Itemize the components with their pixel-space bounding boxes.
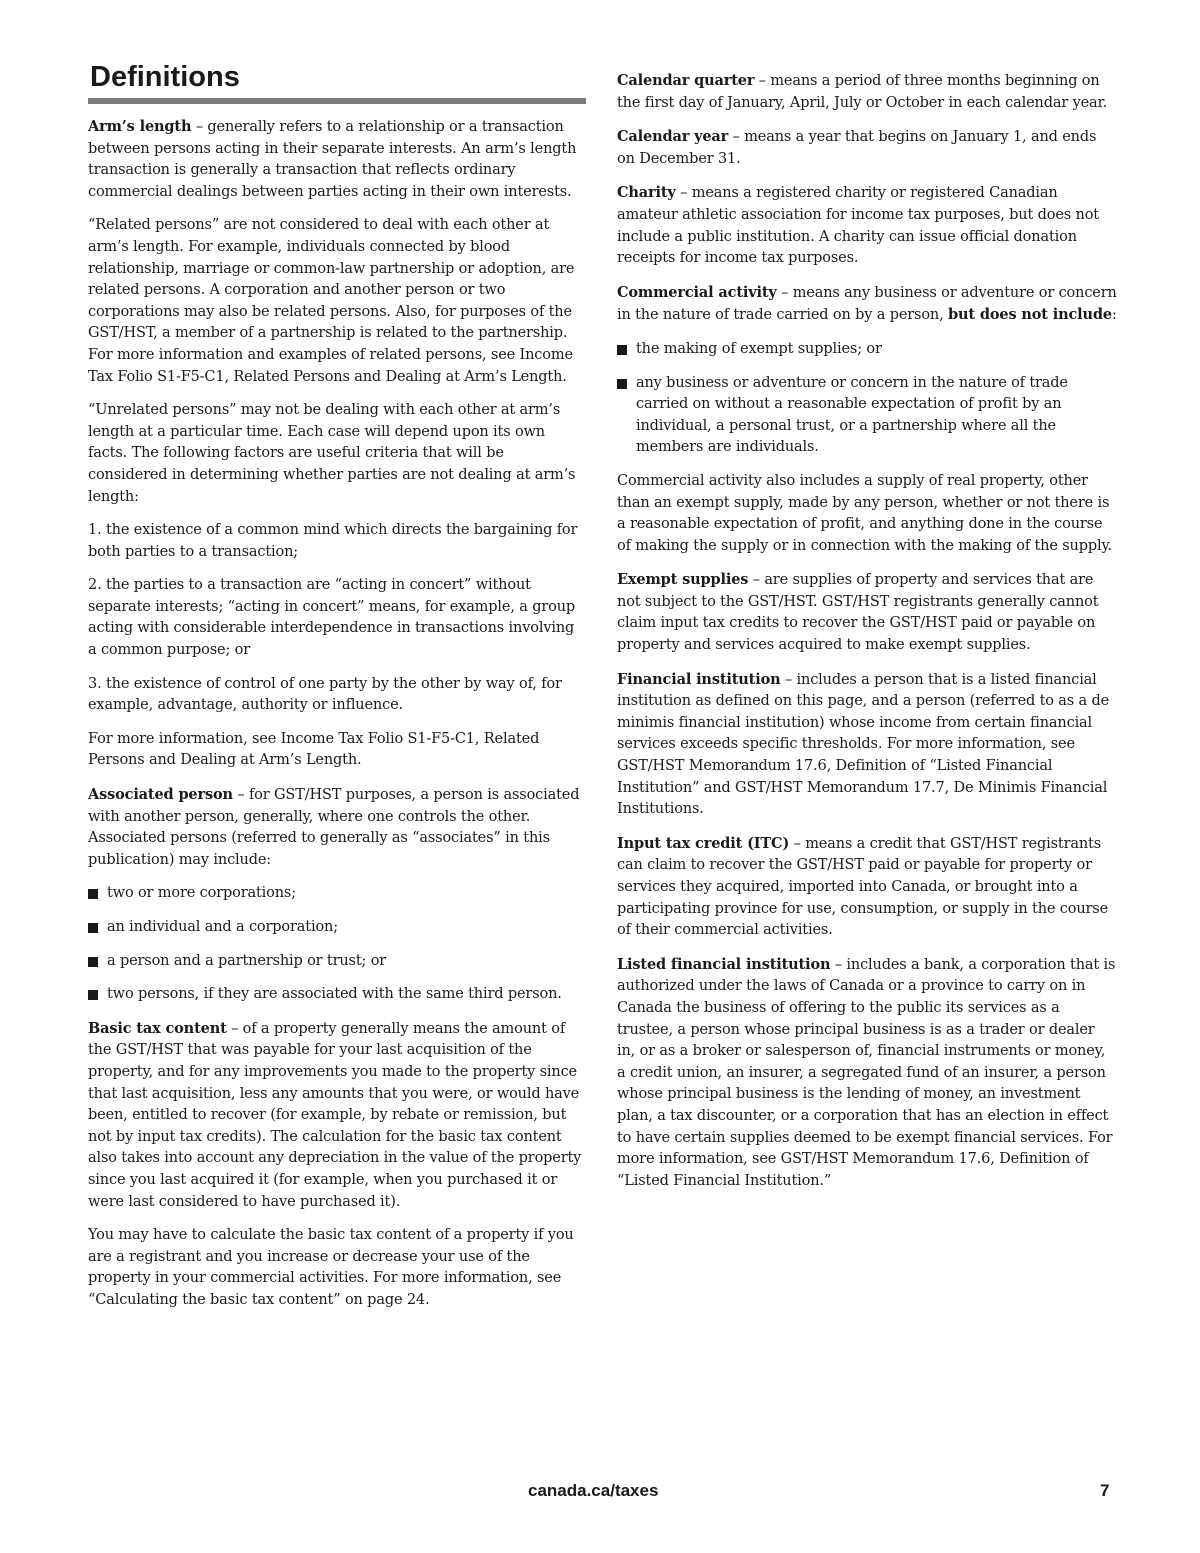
definition-financial-institution xyxy=(617,669,1117,821)
term-basic-tax-content: Basic tax content xyxy=(88,1019,227,1037)
title-rule xyxy=(88,98,586,104)
right-column xyxy=(617,70,1117,1204)
definition-calendar-year xyxy=(617,126,1117,170)
related-persons-paragraph: “Related persons” are not considered to deal with each other at arm’s length. For example, individuals connected by blood relationship, marriage or common-law partnership or adoption, are related persons. A corporation and another person or two corporations may also be related persons. Also, for purposes of the GST/HST, a member of a partnership is related to the partnership. For more information and examples of related persons, see Income Tax Folio S1-F5-C1, Related Persons and Dealing at Arm’s Length. xyxy=(88,217,575,385)
definition-text: – means a period of three months beginning on the first day of January, April, July or October in each calendar year. xyxy=(617,73,1108,111)
definition-text: – means a credit that GST/HST registrants can claim to recover the GST/HST paid or payable for property or services they acquired, imported into Canada, or brought into a participating province for use, consumption, or supply in the course of their commercial activities. xyxy=(617,835,1109,939)
definition-text: – includes a bank, a corporation that is authorized under the laws of Canada or a province to carry on in Canada the business of offering to the public its services as a trustee, a person whose principal business is as a trader or dealer in, or as a broker or salesperson of, financial instruments or money, a credit union, an insurer, a segregated fund of an insurer, a person whose principal business is the lending of money, an investment plan, a tax discounter, or a corporation that has an election in effect to have certain supplies deemed to be exempt financial services. For more information, see GST/HST Memorandum 17.6, Definition of “Listed Financial Institution.” xyxy=(617,956,1116,1189)
definition-associated-person xyxy=(88,784,586,871)
definition-text: – means a year that begins on January 1, and ends on December 31. xyxy=(617,129,1097,167)
term-commercial-activity: Commercial activity xyxy=(617,283,777,301)
left-column xyxy=(88,60,586,1324)
definition-text: – means any business or adventure or concern in the nature of trade carried on by a person, xyxy=(617,284,1117,324)
definition-charity xyxy=(617,182,1117,269)
commercial-activity-note: Commercial activity also includes a supply of real property, other than an exempt supply, made by any person, whether or not there is a reasonable expectation of profit, and anything done in the course of making the supply or in connection with the making of the supply. xyxy=(617,472,1113,554)
definition-listed-financial-institution xyxy=(617,954,1117,1193)
associated-persons-list xyxy=(88,883,586,1005)
list-item: two or more corporations; xyxy=(88,883,586,905)
definition-text: – of a property generally means the amount of the GST/HST that was payable for your last acquisition of the property, and for any improvements you made to the property since that last acquisition, less any amounts that you were, or would have been, entitled to recover (for example, by rebate or remission, but not by input tax credits). The calculation for the basic tax content also takes into account any depreciation in the value of the property since you last acquired it (for example, when you purchased it or were last considered to have purchased it). xyxy=(88,1020,582,1210)
definition-calendar-quarter xyxy=(617,70,1117,114)
term-input-tax-credit: Input tax credit (ITC) xyxy=(617,834,790,852)
footer-url[interactable]: canada.ca/taxes xyxy=(528,1481,659,1500)
term-exempt-supplies: Exempt supplies xyxy=(617,571,749,589)
definition-text: – means a registered charity or registered Canadian amateur athletic association for income tax purposes, but does not include a public institution. A charity can issue official donation receipts for income tax purposes. xyxy=(617,185,1099,267)
factor-2: 2. the parties to a transaction are “acting in concert” without separate interests; “acting in concert” means, for example, a group acting with considerable interdependence in transactions involving a common purpose; or xyxy=(88,577,576,659)
definition-basic-tax-content xyxy=(88,1018,586,1213)
definition-text: – includes a person that is a listed financial institution as defined on this page, and a person (referred to as a de minimis financial institution) whose income from certain financial services exceeds specific thresholds. For more information, see GST/HST Memorandum 17.6, Definition of “Listed Financial Institution” and GST/HST Memorandum 17.7, De Minimis Financial Institutions. xyxy=(617,671,1110,818)
definition-exempt-supplies xyxy=(617,569,1117,656)
square-bullet-icon xyxy=(88,923,98,933)
definition-input-tax-credit xyxy=(617,833,1117,942)
term-charity: Charity xyxy=(617,184,676,202)
factor-1: 1. the existence of a common mind which directs the bargaining for both parties to a transaction; xyxy=(88,522,578,560)
list-item: two persons, if they are associated with the same third person. xyxy=(88,984,586,1006)
emphasis-text: but does not include xyxy=(948,306,1112,324)
unrelated-persons-paragraph: “Unrelated persons” may not be dealing with each other at arm’s length at a particular time. Each case will depend upon its own facts. The following factors are useful criteria that will be considered in determining whether parties are not dealing at arm’s length: xyxy=(88,402,576,505)
definition-commercial-activity: Commercial activity – means any business or adventure or concern in the nature of trade carried on by a person, but does not include: xyxy=(617,283,1117,324)
more-info-arms-length: For more information, see Income Tax Folio S1-F5-C1, Related Persons and Dealing at Arm’s Length. xyxy=(88,730,540,769)
term-associated-person: Associated person xyxy=(88,786,233,804)
square-bullet-icon xyxy=(88,957,98,967)
term-financial-institution: Financial institution xyxy=(617,670,781,688)
basic-tax-content-note: You may have to calculate the basic tax content of a property if you are a registrant and you increase or decrease your use of the property in your commercial activities. For more information, see “Calculating the basic tax content” on page 24. xyxy=(88,1227,574,1308)
term-arms-length: Arm’s length xyxy=(88,118,192,135)
commercial-activity-exclusions-list xyxy=(617,339,1117,459)
term-calendar-quarter: Calendar quarter xyxy=(617,72,755,89)
definition-text: – generally refers to a relationship or a transaction between persons acting in their separate interests. An arm’s length transaction is generally a transaction that reflects ordinary commercial dealings between parties acting in their own interests. xyxy=(88,119,577,200)
list-item: a person and a partnership or trust; or xyxy=(88,951,586,973)
definition-text: – are supplies of property and services that are not subject to the GST/HST. GST/HST registrants generally cannot claim input tax credits to recover the GST/HST paid or payable on property and services acquired to make exempt supplies. xyxy=(617,572,1099,654)
page-number: 7 xyxy=(1100,1481,1110,1500)
list-item: the making of exempt supplies; or xyxy=(617,339,1117,361)
list-item: any business or adventure or concern in the nature of trade carried on without a reasonable expectation of profit by an individual, a personal trust, or a partnership where all the members are individuals. xyxy=(617,373,1117,459)
term-listed-financial-institution: Listed financial institution xyxy=(617,955,831,973)
square-bullet-icon xyxy=(88,990,98,1000)
square-bullet-icon xyxy=(617,345,627,355)
definition-text: – for GST/HST purposes, a person is associated with another person, generally, where one controls the other. Associated persons (referred to generally as “associates” in this publication) may include: xyxy=(88,787,580,868)
definition-arms-length xyxy=(88,116,586,203)
square-bullet-icon xyxy=(88,889,98,899)
factor-3: 3. the existence of control of one party by the other by way of, for example, advantage, authority or influence. xyxy=(88,675,562,714)
square-bullet-icon xyxy=(617,379,627,389)
list-item: an individual and a corporation; xyxy=(88,917,586,939)
term-calendar-year: Calendar year xyxy=(617,128,729,146)
page-title: Definitions xyxy=(90,61,240,93)
